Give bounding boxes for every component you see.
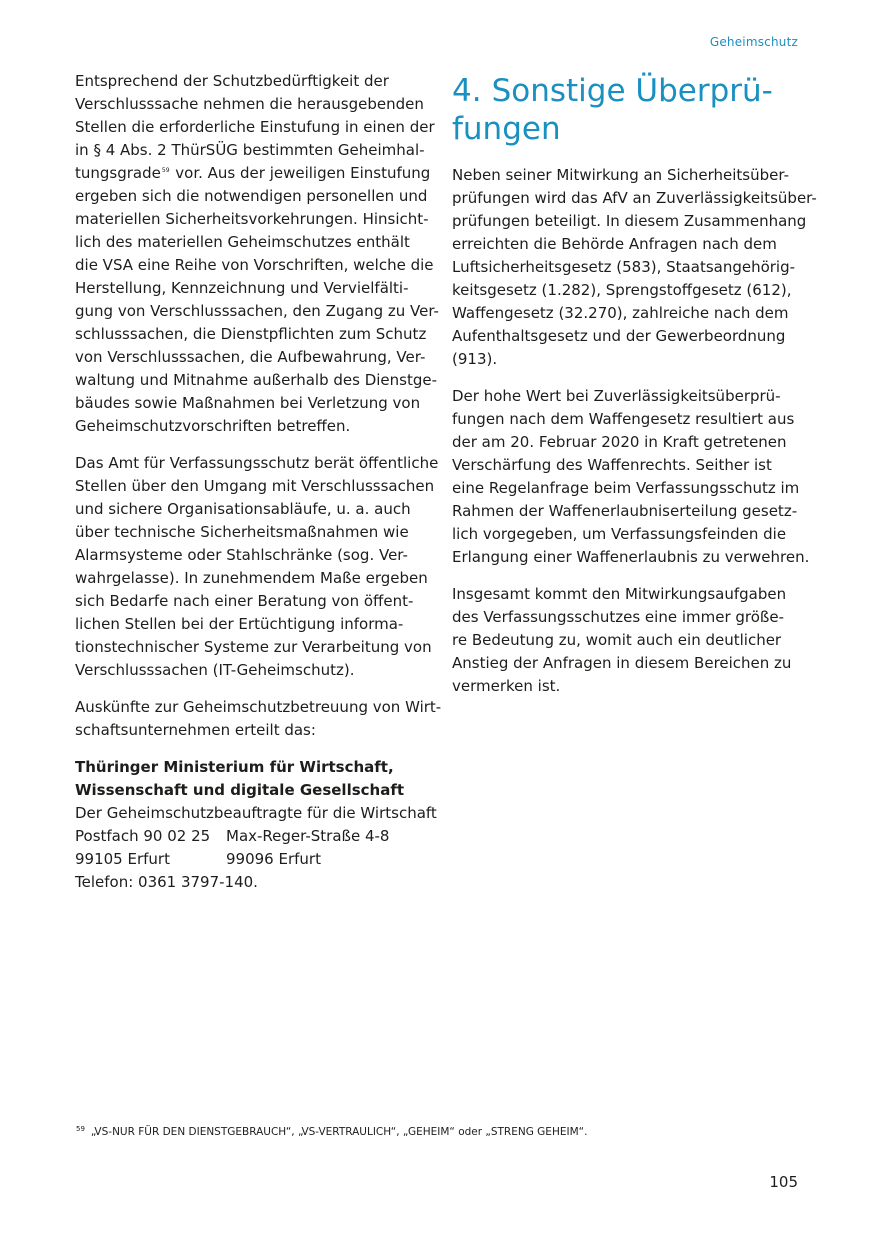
- text-line: Insgesamt kommt den Mitwirkungsaufgaben: [452, 585, 787, 603]
- text-line: prüfungen beteiligt. In diesem Zusammenhang: [452, 212, 807, 230]
- text-line: Luftsicherheitsgesetz (583), Staatsangehörig-: [452, 258, 796, 276]
- heading-text: Sonstige Überprü-: [491, 73, 773, 109]
- postbox-city: 99105 Erfurt: [75, 850, 170, 868]
- text-line: Auskünfte zur Geheimschutzbetreuung von Wirt-: [75, 698, 442, 716]
- text-line: Entsprechend der Schutzbedürftigkeit der: [75, 72, 389, 90]
- text-line: Aufenthaltsgesetz und der Gewerbeordnung: [452, 327, 786, 345]
- right-paragraph-1: [452, 164, 817, 371]
- text-line: Anstieg der Anfragen in diesem Bereichen zu: [452, 654, 792, 672]
- footnote-marker: 59: [76, 1124, 85, 1133]
- text-line: materiellen Sicherheitsvorkehrungen. Hinsicht-: [75, 210, 429, 228]
- text-line: ergeben sich die notwendigen personellen und: [75, 187, 428, 205]
- right-column: [452, 70, 817, 712]
- text-line: von Verschlusssachen, die Aufbewahrung, Ver-: [75, 348, 426, 366]
- text-line: schlusssachen, die Dienstpflichten zum Schutz: [75, 325, 427, 343]
- organization-name: Thüringer Ministerium für Wirtschaft,: [75, 758, 394, 776]
- text-line: schaftsunternehmen erteilt das:: [75, 721, 316, 739]
- text-line: Waffengesetz (32.270), zahlreiche nach dem: [452, 304, 789, 322]
- text-line: eine Regelanfrage beim Verfassungsschutz im: [452, 479, 800, 497]
- contact-person: Der Geheimschutzbeauftragte für die Wirtschaft: [75, 804, 437, 822]
- text-line: Neben seiner Mitwirkung an Sicherheitsüber-: [452, 166, 789, 184]
- text-line: gung von Verschlusssachen, den Zugang zu Ver-: [75, 302, 439, 320]
- address-block: [75, 756, 437, 894]
- organization-name: Wissenschaft und digitale Gesellschaft: [75, 781, 405, 799]
- left-column: [75, 70, 442, 894]
- text-line: keitsgesetz (1.282), Sprengstoffgesetz (612),: [452, 281, 792, 299]
- text-line: Das Amt für Verfassungsschutz berät öffentliche: [75, 454, 439, 472]
- text-line: Der hohe Wert bei Zuverlässigkeitsüberprü-: [452, 387, 781, 405]
- phone-number: Telefon: 0361 3797-140.: [75, 873, 258, 891]
- text-line: und sichere Organisationsabläufe, u. a. auch: [75, 500, 411, 518]
- text-line: der am 20. Februar 2020 in Kraft getretenen: [452, 433, 787, 451]
- text-line-with-footnote-ref: [75, 162, 431, 185]
- left-paragraph-3: [75, 696, 442, 742]
- text-line: Rahmen der Waffenerlaubniserteilung gesetz-: [452, 502, 798, 520]
- text-line: sich Bedarfe nach einer Beratung von öffent-: [75, 592, 414, 610]
- street-city: 99096 Erfurt: [226, 850, 321, 868]
- text-line: Verschlusssache nehmen die herausgebenden: [75, 95, 424, 113]
- text-line: lichen Stellen bei der Ertüchtigung informa-: [75, 615, 404, 633]
- heading-line: fungen: [452, 111, 561, 147]
- text-line: Alarmsysteme oder Stahlschränke (sog. Ver-: [75, 546, 408, 564]
- footnote-text: „VS-NUR FÜR DEN DIENSTGEBRAUCH“, „VS-VERTRAULICH“, „GEHEIM“ oder „STRENG GEHEIM“.: [90, 1126, 588, 1138]
- text-line: Erlangung einer Waffenerlaubnis zu verwehren.: [452, 548, 810, 566]
- text-line: lich des materiellen Geheimschutzes enthält: [75, 233, 410, 251]
- text-line: tionstechnischer Systeme zur Verarbeitung von: [75, 638, 432, 656]
- address-row: [75, 848, 425, 871]
- postbox: Postfach 90 02 25: [75, 827, 211, 845]
- heading-line: [452, 72, 802, 110]
- text-line: (913).: [452, 350, 498, 368]
- running-header: Geheimschutz: [709, 35, 798, 49]
- text-line: bäudes sowie Maßnahmen bei Verletzung von: [75, 394, 421, 412]
- text-line: lich vorgegeben, um Verfassungsfeinden die: [452, 525, 787, 543]
- text-line: in § 4 Abs. 2 ThürSÜG bestimmten Geheimhal-: [75, 141, 425, 159]
- left-paragraph-1: [75, 70, 439, 438]
- text-line: Verschlusssachen (IT-Geheimschutz).: [75, 661, 355, 679]
- text-line: des Verfassungsschutzes eine immer größe-: [452, 608, 784, 626]
- text-line: über technische Sicherheitsmaßnahmen wie: [75, 523, 409, 541]
- text-line: prüfungen wird das AfV an Zuverlässigkeitsüber-: [452, 189, 817, 207]
- footnote: [75, 1124, 587, 1140]
- text-fragment: tungsgrade: [75, 164, 161, 182]
- text-line: die VSA eine Reihe von Vorschriften, welche die: [75, 256, 434, 274]
- text-line: Verschärfung des Waffenrechts. Seither ist: [452, 456, 772, 474]
- text-line: Stellen über den Umgang mit Verschlusssachen: [75, 477, 435, 495]
- right-paragraph-2: [452, 385, 810, 569]
- text-line: Stellen die erforderliche Einstufung in einen der: [75, 118, 435, 136]
- text-line: re Bedeutung zu, womit auch ein deutlicher: [452, 631, 782, 649]
- street-address: Max-Reger-Straße 4-8: [226, 827, 390, 845]
- text-line: vermerken ist.: [452, 677, 561, 695]
- page-number: 105: [769, 1173, 798, 1191]
- text-line: wahrgelasse). In zunehmendem Maße ergeben: [75, 569, 428, 587]
- right-paragraph-3: [452, 583, 802, 698]
- address-row: [75, 825, 425, 848]
- section-number: 4.: [452, 73, 482, 109]
- text-fragment: vor. Aus der jeweiligen Einstufung: [170, 164, 431, 182]
- text-line: erreichten die Behörde Anfragen nach dem: [452, 235, 777, 253]
- text-line: fungen nach dem Waffengesetz resultiert aus: [452, 410, 795, 428]
- text-line: waltung und Mitnahme außerhalb des Dienstge-: [75, 371, 437, 389]
- left-paragraph-2: [75, 452, 439, 682]
- section-heading: [452, 72, 802, 148]
- footnote-reference[interactable]: 59: [161, 167, 170, 174]
- text-line: Herstellung, Kennzeichnung und Vervielfälti-: [75, 279, 409, 297]
- text-line: Geheimschutzvorschriften betreffen.: [75, 417, 351, 435]
